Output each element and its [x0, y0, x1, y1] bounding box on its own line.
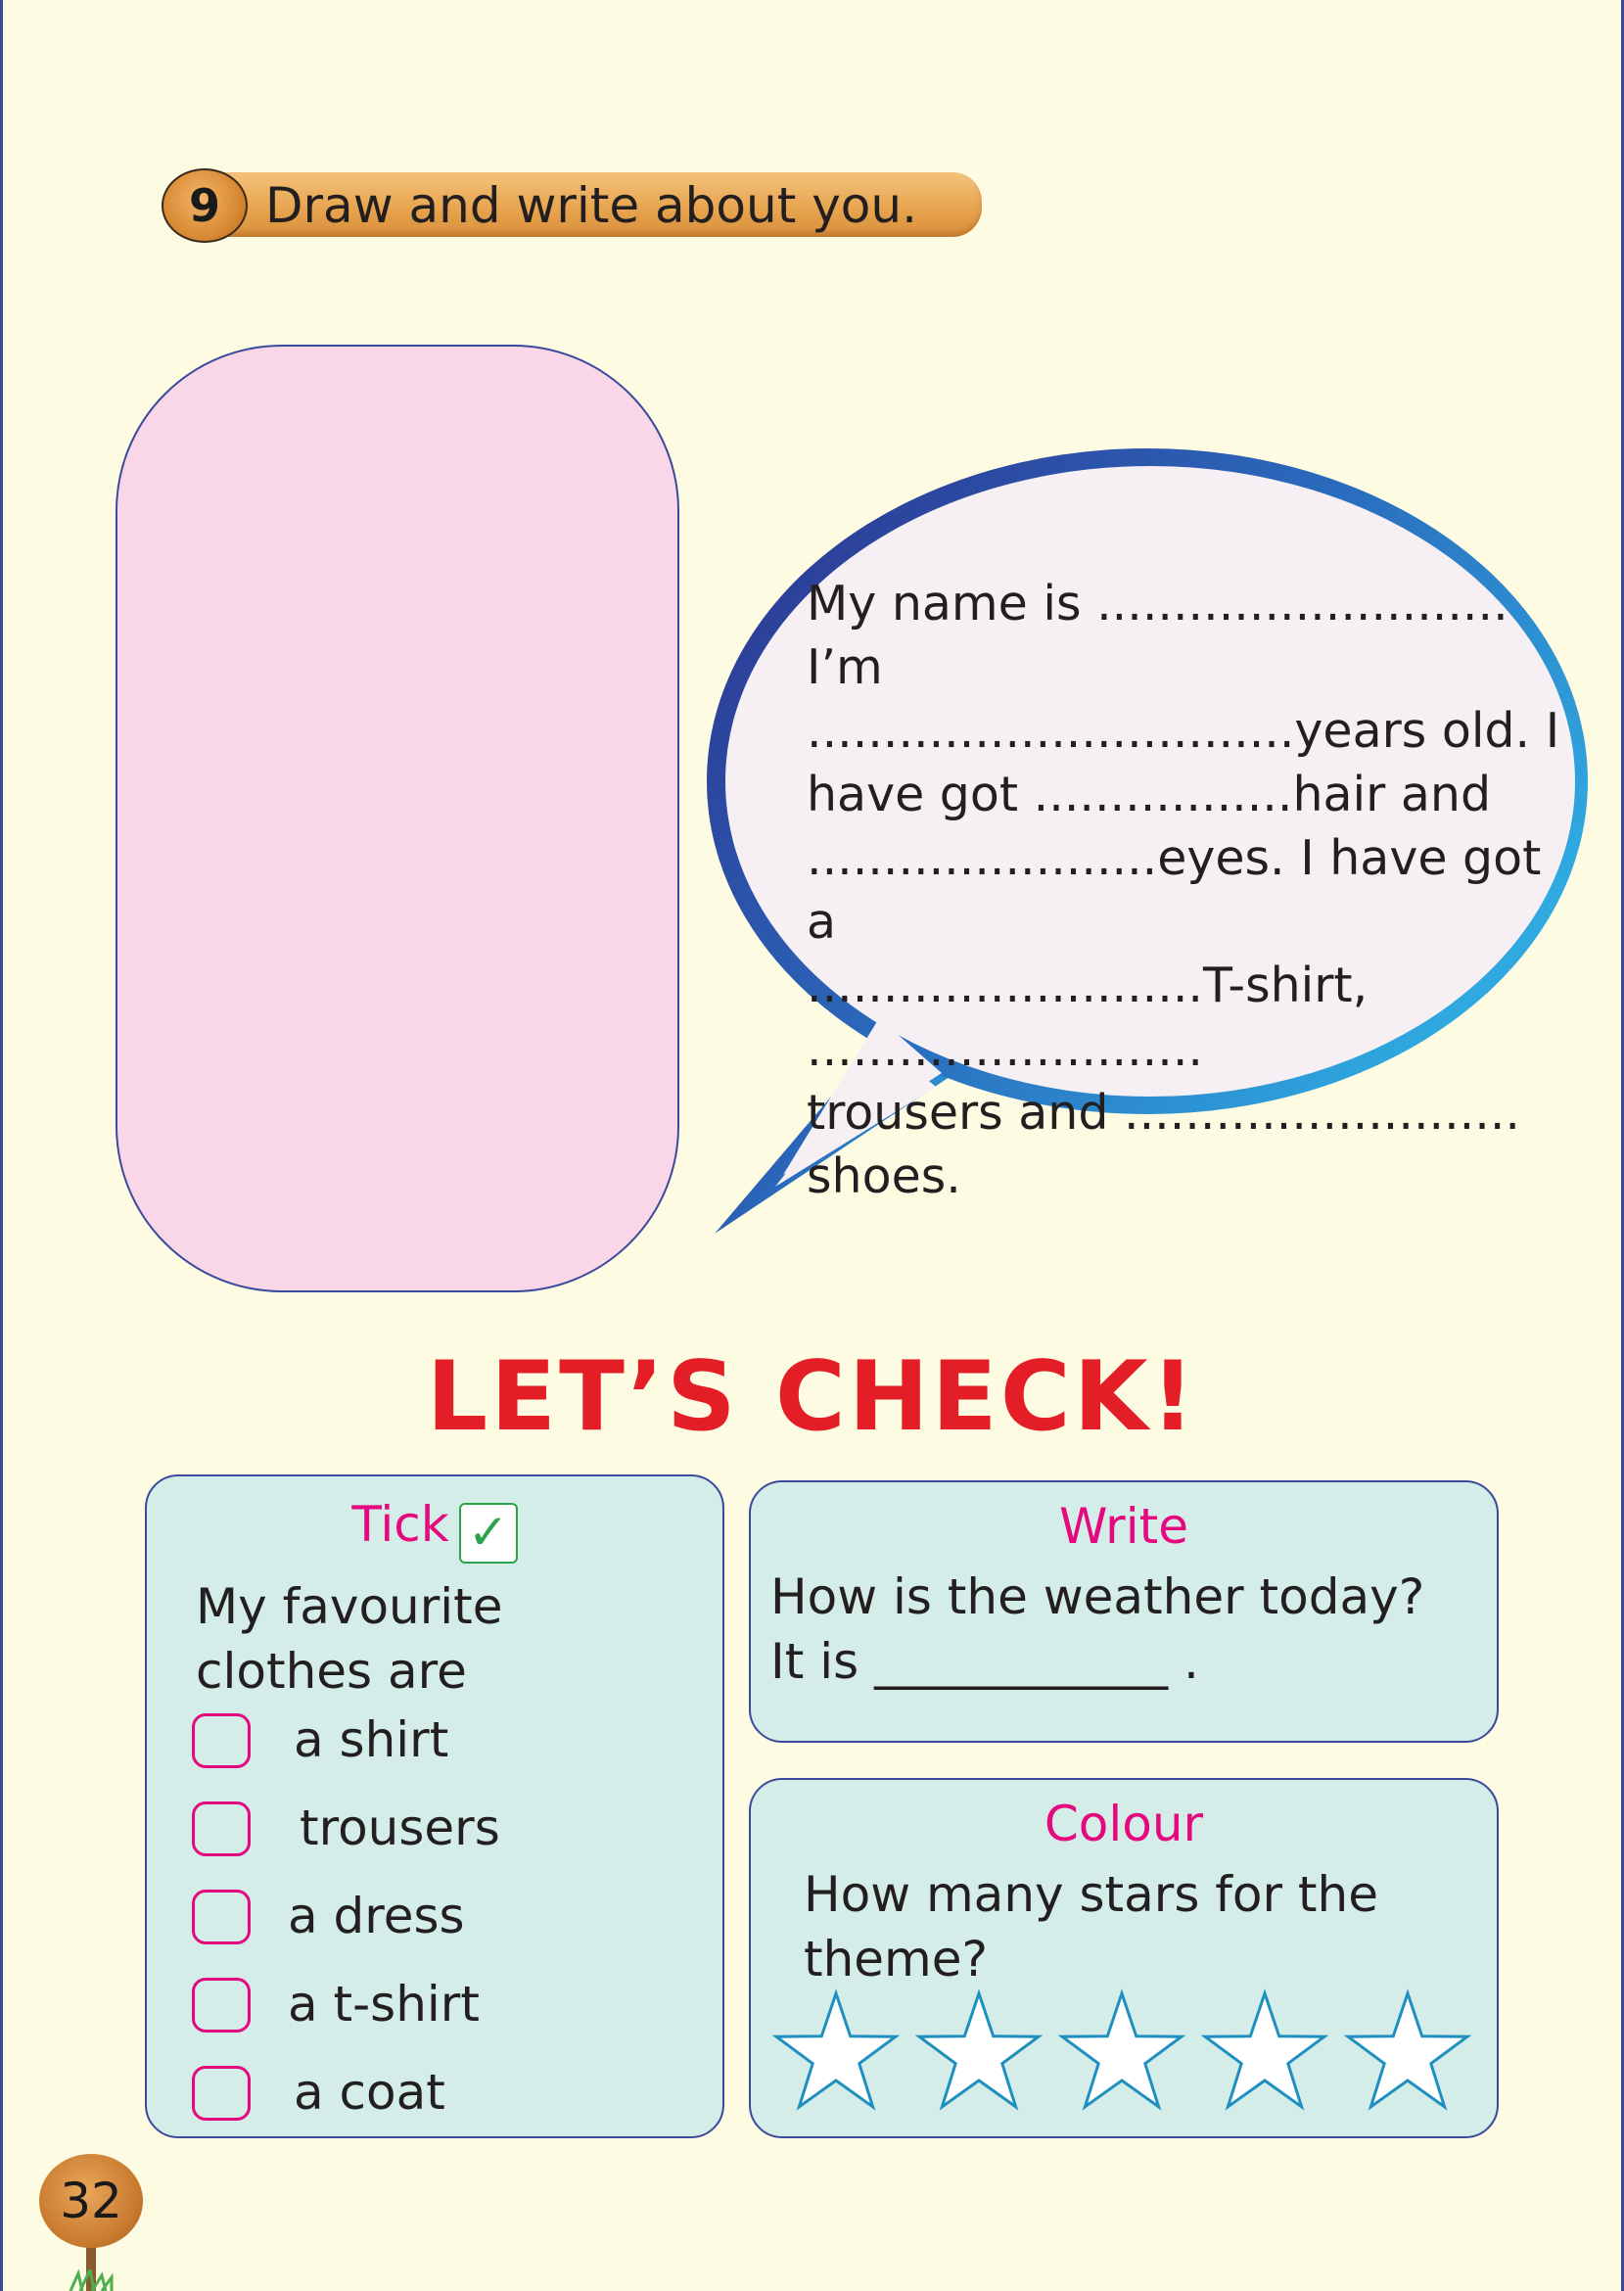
- star-icon[interactable]: [913, 1987, 1044, 2113]
- page-border-left: [0, 0, 3, 2291]
- weather-answer-line[interactable]: It is ____________ .: [770, 1633, 1199, 1690]
- favourite-clothes-prompt: My favourite clothes are: [196, 1578, 503, 1700]
- checkmark-icon: ✓: [459, 1503, 518, 1564]
- stars-question: How many stars for the theme?: [804, 1866, 1378, 1987]
- checkbox[interactable]: [192, 1801, 251, 1856]
- tick-heading: [147, 1496, 722, 1564]
- option-label: a shirt: [294, 1711, 449, 1768]
- colour-card: [749, 1778, 1499, 2138]
- speech-bubble-text[interactable]: My name is ........................... I’m ................................years old. I have got .................hair and .......................eyes. I have got a ..........................T-shirt, .......................... trousers and .......................... shoes.: [807, 576, 1560, 1204]
- star-rating: [770, 1987, 1485, 2115]
- exercise-number-badge: 9: [162, 168, 248, 243]
- page-number: 32: [39, 2154, 143, 2248]
- write-heading: Write: [1058, 1498, 1188, 1555]
- option-label: trousers: [300, 1800, 500, 1856]
- option-label: a t-shirt: [288, 1976, 480, 2033]
- write-card: [749, 1480, 1499, 1743]
- star-icon[interactable]: [1342, 1987, 1473, 2113]
- tick-card: [145, 1474, 724, 2138]
- colour-heading: Colour: [1044, 1796, 1204, 1852]
- star-icon[interactable]: [1056, 1987, 1187, 2113]
- checkbox[interactable]: [192, 1890, 251, 1944]
- star-icon[interactable]: [770, 1987, 902, 2113]
- weather-question: How is the weather today?: [770, 1568, 1425, 1625]
- option-label: a dress: [288, 1888, 465, 1944]
- exercise-header: [162, 168, 982, 243]
- star-icon[interactable]: [1199, 1987, 1330, 2113]
- drawing-area[interactable]: [116, 345, 679, 1292]
- option-label: a coat: [294, 2064, 445, 2121]
- lets-check-title: LET’S CHECK!: [426, 1341, 1198, 1453]
- exercise-title: Draw and write about you.: [265, 177, 917, 234]
- checkbox[interactable]: [192, 1978, 251, 2033]
- tick-heading-label: Tick: [351, 1496, 449, 1553]
- page-number-sign: [39, 2154, 143, 2291]
- checkbox[interactable]: [192, 2066, 251, 2121]
- checkbox[interactable]: [192, 1713, 251, 1768]
- grass-icon: [69, 2269, 114, 2291]
